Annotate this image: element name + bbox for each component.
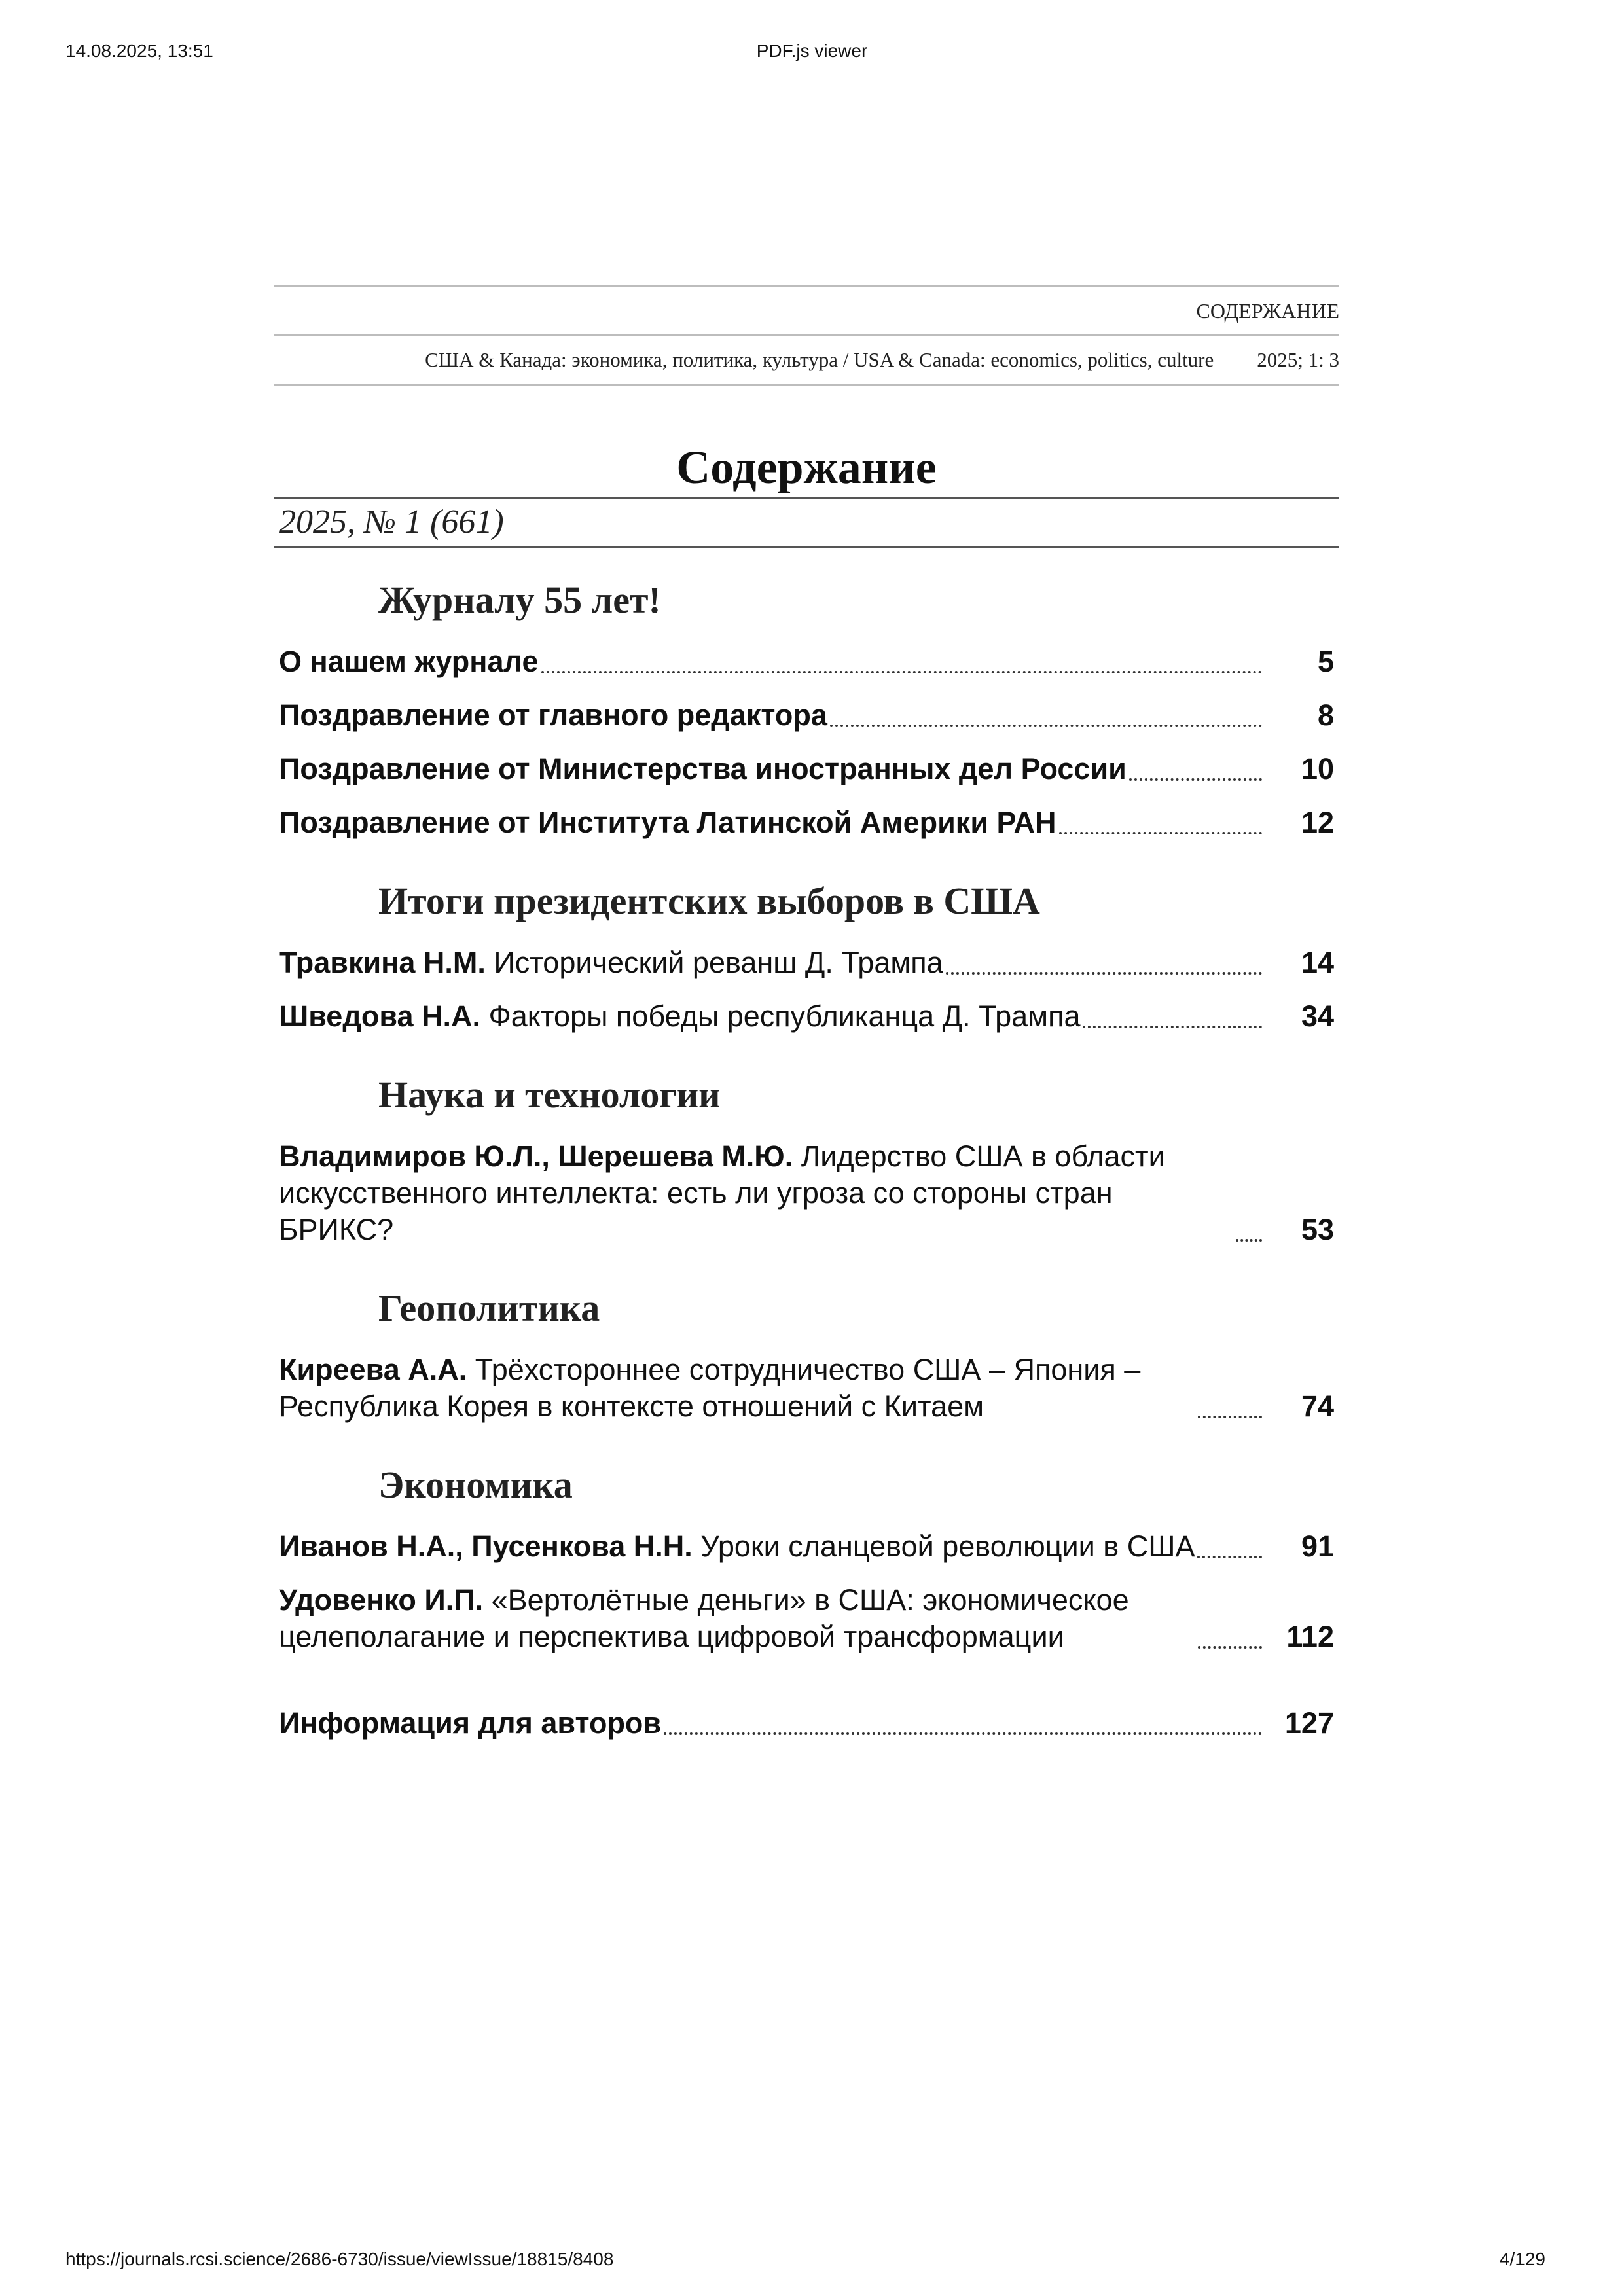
section-heading: Журналу 55 лет! bbox=[378, 579, 661, 621]
toc-entry-title: Исторический реванш Д. Трампа bbox=[494, 946, 943, 979]
dot-leader bbox=[1129, 778, 1262, 781]
toc-entry-title: Поздравление от главного редактора bbox=[279, 698, 827, 732]
dot-leader bbox=[946, 972, 1262, 975]
toc-entry[interactable] bbox=[274, 944, 1339, 981]
section-heading: Наука и технологии bbox=[378, 1073, 721, 1116]
toc-entry-authors: Владимиров Ю.Л., Шерешева М.Ю. bbox=[279, 1139, 793, 1173]
page-url: https://journals.rcsi.science/2686-6730/issue/viewIssue/18815/8408 bbox=[65, 2249, 614, 2269]
toc-entry-authors: Иванов Н.А., Пусенкова Н.Н. bbox=[279, 1530, 693, 1563]
section-heading: Итоги президентских выборов в США bbox=[378, 880, 1040, 922]
toc-entry[interactable] bbox=[274, 804, 1339, 841]
pdf-page bbox=[274, 285, 1339, 1742]
dot-leader bbox=[1083, 1026, 1262, 1028]
print-datetime: 14.08.2025, 13:51 bbox=[65, 41, 213, 61]
issue-number: 2025, № 1 (661) bbox=[279, 503, 504, 541]
toc-entry-title: Лидерство США в области искусственного интеллекта: есть ли угроза со стороны стран БРИКС? bbox=[279, 1139, 1165, 1246]
page-title: Содержание bbox=[676, 441, 937, 493]
toc-entry-page: 127 bbox=[1284, 1706, 1334, 1740]
toc-entry-title: Информация для авторов bbox=[279, 1706, 662, 1740]
toc-entry-authors: Удовенко И.П. bbox=[279, 1583, 484, 1617]
toc-entry-title: О нашем журнале bbox=[279, 645, 539, 678]
toc-entry-title: Трёхстороннее сотрудничество США – Япония – Республика Корея в контексте отношений с Китаем bbox=[279, 1353, 1141, 1423]
toc-entry-authors: Шведова Н.А. bbox=[279, 999, 480, 1033]
toc-entry-page: 14 bbox=[1301, 946, 1334, 979]
dot-leader bbox=[1059, 832, 1262, 834]
toc-entry-page: 5 bbox=[1317, 645, 1334, 678]
toc-entry-page: 8 bbox=[1317, 698, 1334, 732]
toc-entry-authors: Киреева А.А. bbox=[279, 1353, 467, 1386]
browser-print-header bbox=[65, 41, 1559, 67]
section-heading: Экономика bbox=[378, 1463, 573, 1506]
dot-leader bbox=[664, 1732, 1262, 1735]
toc-entry-page: 34 bbox=[1301, 999, 1334, 1033]
toc-entry-page: 112 bbox=[1286, 1620, 1334, 1653]
toc-entry-authors: Травкина Н.М. bbox=[279, 946, 486, 979]
journal-citation: 2025; 1: 3 bbox=[1257, 348, 1339, 371]
journal-name: США & Канада: экономика, политика, культура / USA & Canada: economics, politics, culture bbox=[425, 348, 1214, 371]
toc-entry[interactable] bbox=[274, 1138, 1339, 1248]
dot-leader bbox=[1197, 1556, 1262, 1558]
browser-print-footer bbox=[65, 2249, 1559, 2275]
toc-entry-title: Уроки сланцевой революции в США bbox=[700, 1530, 1195, 1563]
toc-entry-title: Поздравление от Института Латинской Америки РАН bbox=[279, 806, 1056, 839]
toc-entry[interactable] bbox=[274, 643, 1339, 680]
dot-leader bbox=[541, 671, 1263, 673]
toc-entry-page: 74 bbox=[1301, 1390, 1334, 1423]
toc-entry[interactable] bbox=[274, 1352, 1339, 1425]
dot-leader bbox=[1198, 1646, 1262, 1649]
viewer-title: PDF.js viewer bbox=[756, 41, 868, 61]
toc-entry-page: 91 bbox=[1301, 1530, 1334, 1563]
toc-entry[interactable] bbox=[274, 697, 1339, 734]
toc-entry-page: 53 bbox=[1301, 1213, 1334, 1246]
running-section-title: СОДЕРЖАНИЕ bbox=[1196, 299, 1339, 323]
toc-entry[interactable] bbox=[274, 1528, 1339, 1565]
dot-leader bbox=[830, 725, 1262, 727]
toc-entry-authors-info[interactable] bbox=[274, 1705, 1339, 1742]
toc-entry-title: Факторы победы республиканца Д. Трампа bbox=[488, 999, 1081, 1033]
toc-entry-title: Поздравление от Министерства иностранных дел России bbox=[279, 752, 1127, 785]
page-counter: 4/129 bbox=[1499, 2249, 1545, 2269]
table-of-contents bbox=[274, 574, 1339, 1742]
toc-entry-page: 12 bbox=[1301, 806, 1334, 839]
toc-entry[interactable] bbox=[274, 998, 1339, 1035]
dot-leader bbox=[1236, 1239, 1262, 1242]
toc-entry[interactable] bbox=[274, 751, 1339, 787]
toc-entry[interactable] bbox=[274, 1582, 1339, 1655]
toc-entry-page: 10 bbox=[1301, 752, 1334, 785]
issue-rule bbox=[274, 546, 1339, 548]
section-heading: Геополитика bbox=[378, 1287, 600, 1329]
header-bottom-rule bbox=[274, 384, 1339, 386]
running-journal-line bbox=[274, 336, 1339, 384]
dot-leader bbox=[1198, 1416, 1262, 1418]
toc-entry-title: «Вертолётные деньги» в США: экономическое целеполагание и перспектива цифровой трансформации bbox=[279, 1583, 1129, 1653]
